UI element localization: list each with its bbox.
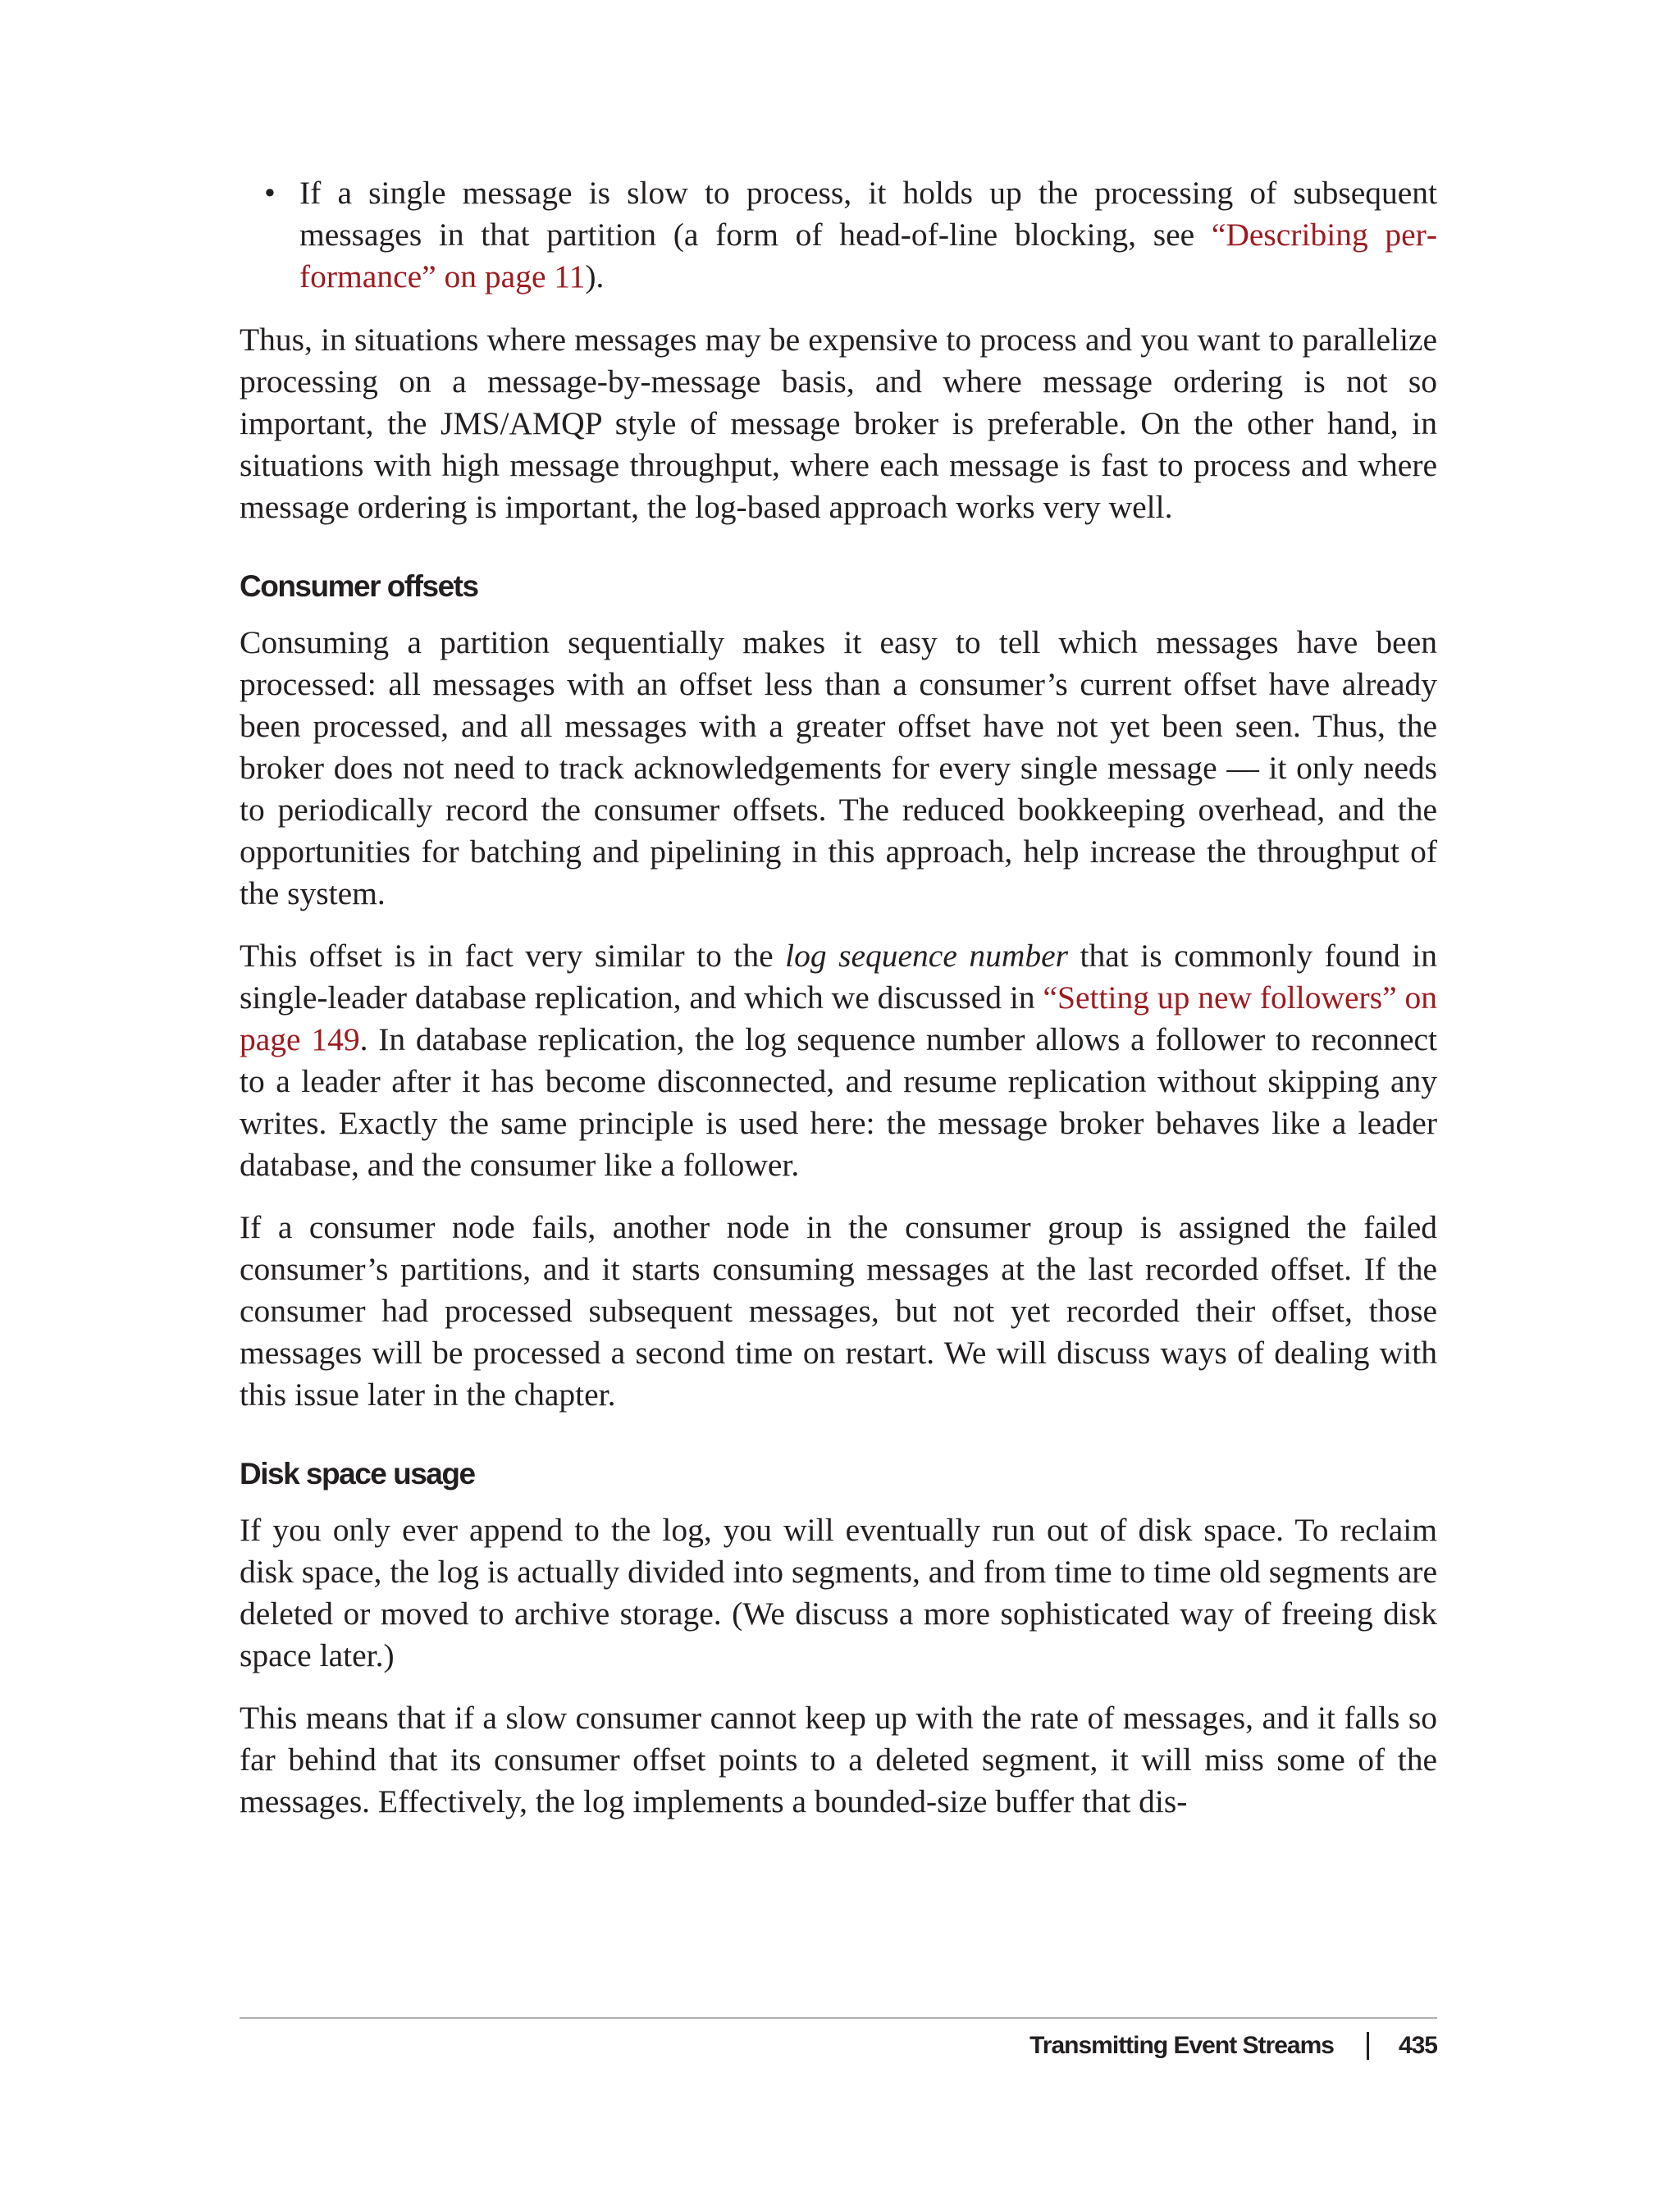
section-heading-consumer-offsets: Consumer offsets bbox=[240, 569, 478, 603]
footer-separator bbox=[1367, 2032, 1369, 2060]
intro-paragraph: Thus, in situations where messages may be expensive to process and you want to parallelize processing on a message-by-message basis, and where message ordering is not so important, the JMS/AMQP style of message broker is preferable. On the other hand, in situations with high message throughput, where each message is fast to process and where message ordering is important, the log-based approach works very well. bbox=[240, 322, 1437, 525]
emphasized-term: log sequence number bbox=[785, 938, 1069, 974]
paragraph-text: . In database replication, the log sequence number allows a follower to reconnect to a leader after it has become disconnected, and resume replication without skipping any writes. Exactly the same principle is used here: the message broker behaves like a leader database, and the consumer like a follower. bbox=[240, 1021, 1437, 1183]
list-item bbox=[240, 172, 1437, 298]
bullet-text-end: ). bbox=[585, 258, 605, 294]
running-footer-title: Transmitting Event Streams bbox=[1029, 2032, 1334, 2059]
paragraph: Consuming a partition sequentially makes it easy to tell which messages have been processed: all messages with an offset less than a consumer’s current offset have already been processed, and all messages with a greater offset have not yet been seen. Thus, the broker does not need to track acknowledgements for every single message — it only needs to periodically record the consumer offsets. The reduced bookkeeping overhead, and the opportunities for batching and pipelining in this approach, help increase the throughput of the system. bbox=[240, 624, 1437, 911]
paragraph: If you only ever append to the log, you will eventually run out of disk space. To reclaim disk space, the log is actually divided into segments, and from time to time old segments are deleted or moved to archive storage. (We discuss a more sophisticated way of freeing disk space later.) bbox=[240, 1512, 1437, 1673]
bullet-icon: • bbox=[264, 175, 276, 211]
paragraph: If a consumer node fails, another node in the consumer group is assigned the failed consumer’s partitions, and it starts consuming messages at the last recorded offset. If the consumer had processed subsequent messages, but not yet recorded their offset, those messages will be processed a second time on restart. We will discuss ways of dealing with this issue later in the chapter. bbox=[240, 1209, 1437, 1413]
paragraph-log-sequence bbox=[240, 935, 1437, 1186]
page-footer bbox=[1029, 2029, 1437, 2062]
paragraph-text: that is commonly found in single-leader database replication, and which we discussed in bbox=[240, 938, 1437, 1016]
bullet-text: If a single message is slow to process, it holds up the processing of subsequent messages in that partition (a form of head-of-line blocking, see bbox=[299, 175, 1437, 253]
cross-reference-link[interactable]: “Describing performance” on page 11 bbox=[299, 217, 1437, 294]
bullet-list bbox=[240, 172, 1437, 298]
page-number: 435 bbox=[1398, 2032, 1437, 2059]
cross-reference-link[interactable]: “Setting up new followers” on page 149 bbox=[240, 979, 1437, 1057]
page-body bbox=[240, 172, 1437, 1843]
footer-divider bbox=[240, 2017, 1437, 2019]
paragraph: This means that if a slow consumer cannot keep up with the rate of messages, and it falls so far behind that its consumer offset points to a deleted segment, it will miss some of the messages. Effectively, the log implements a bounded-size buffer that dis- bbox=[240, 1700, 1437, 1819]
section-heading-disk-space-usage: Disk space usage bbox=[240, 1457, 475, 1491]
paragraph-text: This offset is in fact very similar to the bbox=[240, 938, 786, 974]
